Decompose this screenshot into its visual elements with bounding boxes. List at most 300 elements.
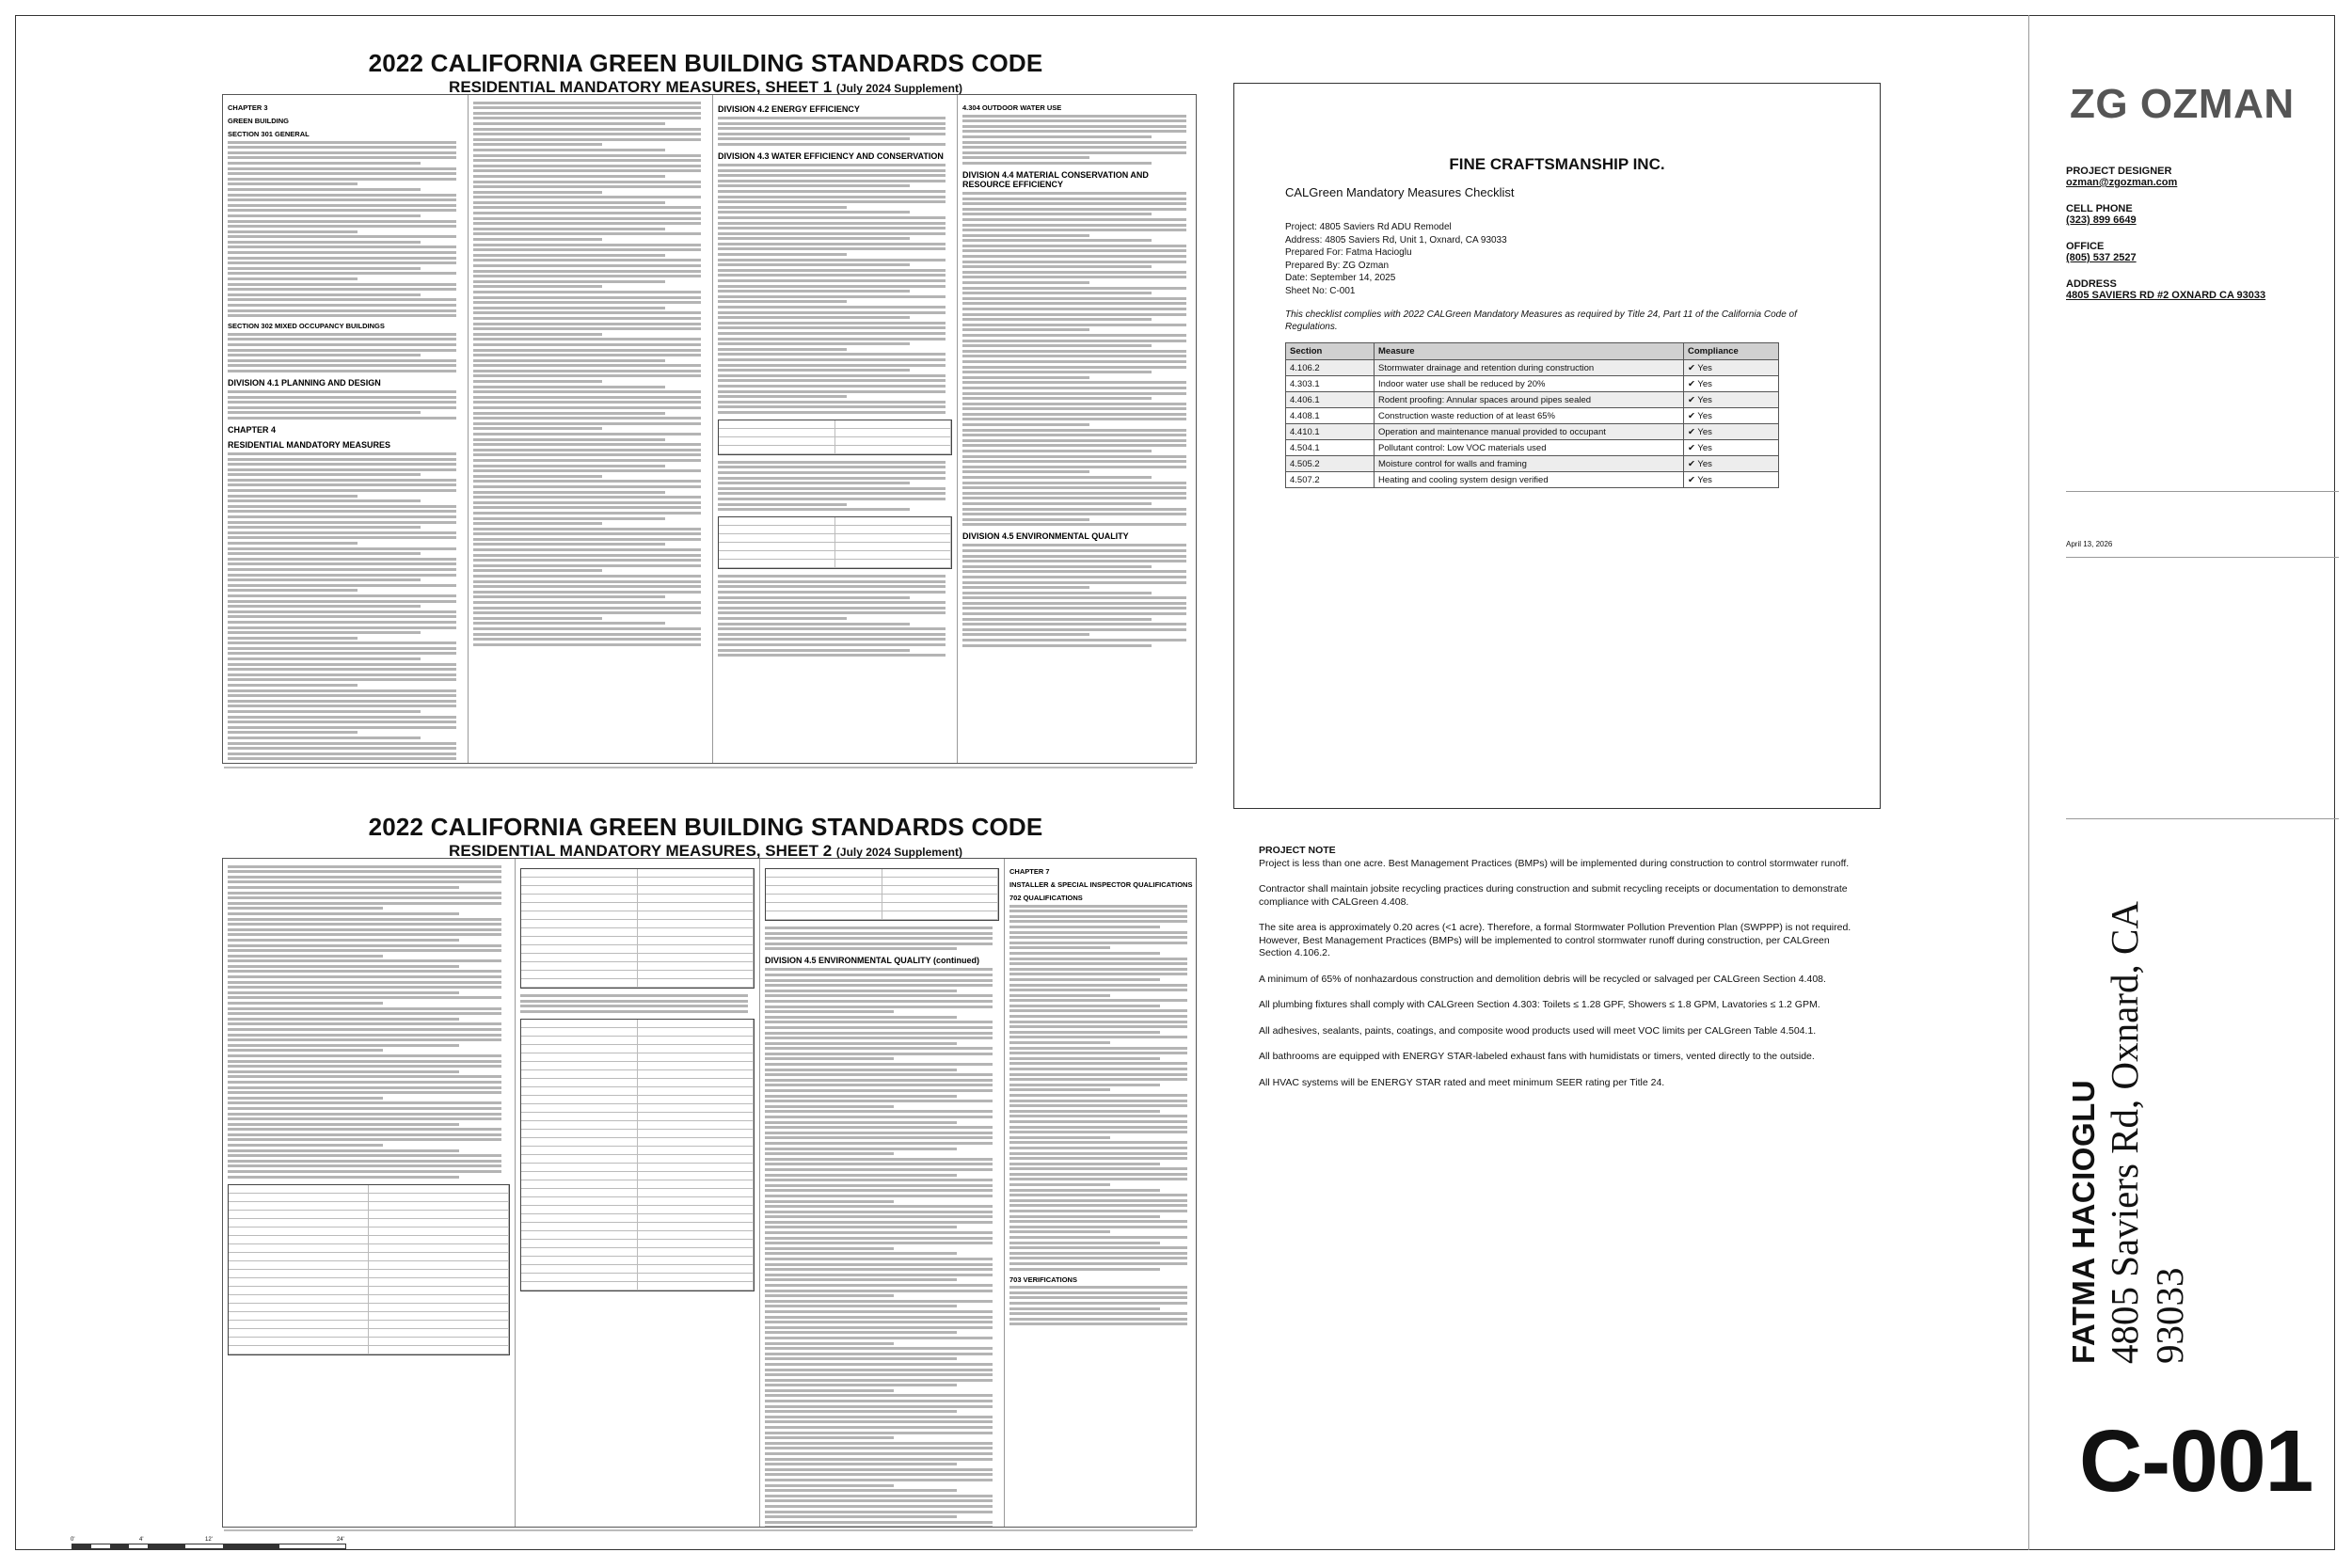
text-line <box>228 1049 383 1052</box>
cell-measure: Moisture control for walls and framing <box>1375 456 1684 472</box>
text-line <box>228 1086 501 1089</box>
text-line <box>228 944 501 947</box>
text-line <box>473 427 602 430</box>
sheet2-heading: 703 VERIFICATIONS <box>1009 1275 1077 1284</box>
text-line <box>473 601 701 604</box>
text-line <box>765 1447 993 1449</box>
text-line <box>228 886 459 889</box>
text-line <box>718 405 946 408</box>
text-line <box>718 326 946 329</box>
text-line <box>228 343 456 346</box>
text-line <box>1009 968 1187 971</box>
text-line <box>1009 1318 1187 1321</box>
text-line <box>1009 1131 1187 1133</box>
text-line <box>228 959 501 962</box>
text-line <box>765 1084 993 1086</box>
text-line <box>962 198 1186 200</box>
text-line <box>228 182 358 185</box>
text-line <box>765 1337 993 1339</box>
text-line <box>473 501 701 504</box>
checklist-subtitle: CALGreen Mandatory Measures Checklist <box>1285 185 1515 199</box>
text-line <box>1009 1307 1160 1310</box>
sheet2-heading: CHAPTER 7 <box>1009 867 1050 876</box>
text-line <box>473 349 701 352</box>
text-line <box>765 1268 993 1271</box>
text-line <box>473 449 701 451</box>
text-line <box>962 218 1186 221</box>
text-line <box>1009 1036 1187 1038</box>
text-line <box>718 127 946 130</box>
text-line <box>228 610 456 613</box>
text-line <box>228 178 456 181</box>
text-line <box>228 1128 501 1131</box>
text-line <box>228 1164 501 1167</box>
text-line <box>718 180 946 182</box>
text-line <box>1009 946 1110 949</box>
text-line <box>473 359 665 362</box>
note-paragraph: All bathrooms are equipped with ENERGY STAR-labeled exhaust fans with humidistats or timers, vented directly to the outside. <box>1259 1051 1815 1062</box>
cell-section: 4.504.1 <box>1286 440 1375 456</box>
sheet2-mini-table <box>228 1184 510 1355</box>
text-line <box>718 627 946 630</box>
text-line <box>473 112 701 115</box>
text-line <box>228 689 456 692</box>
text-line <box>962 141 1186 144</box>
sheet1-heading: GREEN BUILDING <box>228 117 290 125</box>
text-line <box>228 283 456 286</box>
text-line <box>1009 1005 1160 1007</box>
text-line <box>718 617 847 620</box>
text-line <box>228 390 456 393</box>
text-line <box>473 465 665 467</box>
sheet1-text-block <box>228 333 463 372</box>
text-line <box>473 191 602 194</box>
text-line <box>962 376 1089 379</box>
text-line <box>228 1081 501 1084</box>
text-line <box>962 308 1186 310</box>
cell-phone-block <box>2066 203 2137 226</box>
text-line <box>765 1057 894 1060</box>
text-line <box>1009 962 1187 965</box>
text-line <box>228 1065 501 1068</box>
text-line <box>962 492 1186 495</box>
office-phone-link[interactable]: (805) 537 2527 <box>2066 252 2137 263</box>
text-line <box>765 1237 993 1240</box>
text-line <box>228 652 456 655</box>
text-line <box>228 600 456 603</box>
text-line <box>473 611 701 614</box>
sheet2-title-block <box>216 813 1195 861</box>
text-line <box>520 994 748 997</box>
sheet1-subtitle: RESIDENTIAL MANDATORY MEASURES, SHEET 1 <box>449 78 833 96</box>
text-line <box>1009 1073 1187 1076</box>
text-line <box>718 269 946 272</box>
text-line <box>765 1278 957 1281</box>
text-line <box>1009 926 1160 928</box>
text-line <box>765 1326 993 1329</box>
text-line <box>962 570 1186 573</box>
text-line <box>228 1176 459 1179</box>
text-line <box>765 1079 993 1082</box>
text-line <box>765 1231 993 1234</box>
text-line <box>473 564 701 567</box>
text-line <box>228 605 421 608</box>
text-line <box>765 1116 993 1118</box>
text-line <box>765 947 957 950</box>
text-line <box>1009 1100 1187 1102</box>
text-line <box>718 190 946 193</box>
text-line <box>1009 958 1187 960</box>
text-line <box>228 955 383 958</box>
cell-phone-link[interactable]: (323) 899 6649 <box>2066 214 2137 226</box>
sheet1-text-block <box>962 544 1193 646</box>
text-line <box>228 235 456 238</box>
sheet1-title-block <box>216 49 1195 97</box>
text-line <box>718 591 946 594</box>
text-line <box>473 296 701 299</box>
text-line <box>718 348 847 351</box>
text-line <box>962 466 1186 468</box>
text-line <box>962 381 1186 384</box>
text-line <box>718 492 946 495</box>
sheet2-heading: 702 QUALIFICATIONS <box>1009 894 1083 902</box>
text-line <box>765 1205 993 1208</box>
text-line <box>228 584 456 587</box>
title-block-rule <box>2066 557 2339 558</box>
text-line <box>1009 915 1187 918</box>
text-line <box>473 390 701 393</box>
text-line <box>228 141 456 144</box>
text-line <box>228 167 456 170</box>
text-line <box>765 1095 957 1098</box>
text-line <box>473 433 701 436</box>
cell-measure: Construction waste reduction of at least 65% <box>1375 408 1684 424</box>
text-line <box>765 994 993 997</box>
text-line <box>473 254 665 257</box>
sheet1-text-block <box>718 461 952 511</box>
text-line <box>765 1300 993 1303</box>
text-line <box>718 649 910 652</box>
office-phone-block <box>2066 241 2137 263</box>
text-line <box>1009 1268 1160 1271</box>
text-line <box>962 234 1089 237</box>
text-line <box>718 143 946 146</box>
sheet2-subtitle: RESIDENTIAL MANDATORY MEASURES, SHEET 2 <box>449 842 833 860</box>
text-line <box>228 986 501 989</box>
text-line <box>962 324 1186 326</box>
text-line <box>228 272 456 275</box>
text-line <box>473 323 701 325</box>
text-line <box>962 130 1186 133</box>
scale-tick: 0' <box>71 1537 75 1543</box>
text-line <box>765 1174 957 1177</box>
text-line <box>473 517 665 520</box>
sheet1-heading: 4.304 OUTDOOR WATER USE <box>962 103 1062 112</box>
text-line <box>228 536 456 539</box>
text-line <box>473 401 701 404</box>
sheet2-text-block <box>1009 1286 1193 1325</box>
text-line <box>765 1158 993 1161</box>
text-line <box>962 229 1186 231</box>
text-line <box>520 1000 748 1003</box>
text-line <box>962 340 1186 342</box>
text-line <box>765 1063 993 1066</box>
text-line <box>962 518 1089 521</box>
text-line <box>765 1294 894 1297</box>
text-line <box>473 475 602 478</box>
address-block <box>2066 278 2265 301</box>
note-paragraph: Contractor shall maintain jobsite recycling practices during construction and submit recycling receipts or documentation to demonstrate compliance with CALGreen 4.408. <box>1259 883 1848 908</box>
text-line <box>473 622 665 625</box>
text-line <box>1009 1199 1187 1202</box>
text-line <box>765 1200 894 1203</box>
text-line <box>228 705 456 707</box>
cell-compliance: ✔ Yes <box>1684 376 1779 392</box>
text-line <box>718 623 910 626</box>
text-line <box>962 202 1186 205</box>
text-line <box>473 301 701 304</box>
text-line <box>718 374 946 377</box>
text-line <box>473 554 701 557</box>
text-line <box>962 261 1186 263</box>
text-line <box>765 1526 993 1527</box>
text-line <box>228 204 456 207</box>
text-line <box>228 880 501 883</box>
text-line <box>473 538 701 541</box>
text-line <box>765 1284 993 1287</box>
text-line <box>228 257 456 260</box>
designer-label: PROJECT DESIGNER <box>2066 166 2172 177</box>
text-line <box>962 586 1089 589</box>
text-line <box>962 162 1152 165</box>
text-line <box>718 633 946 636</box>
text-line <box>473 443 701 446</box>
text-line <box>228 338 456 341</box>
text-line <box>473 280 665 283</box>
text-line <box>718 477 946 480</box>
sheet1-text-block <box>228 390 463 420</box>
text-line <box>962 450 1152 452</box>
text-line <box>473 386 665 388</box>
text-line <box>228 309 456 312</box>
text-line <box>765 1226 957 1228</box>
text-line <box>228 621 456 624</box>
text-line <box>228 1075 501 1078</box>
text-line <box>962 397 1152 400</box>
text-line <box>962 271 1186 274</box>
text-line <box>473 217 701 220</box>
text-line <box>228 578 421 581</box>
text-line <box>228 241 421 244</box>
text-line <box>228 245 456 248</box>
text-line <box>473 333 602 336</box>
text-line <box>1009 1242 1160 1244</box>
designer-email-link[interactable]: ozman@zgozman.com <box>2066 177 2178 188</box>
scale-tick: 12' <box>205 1537 213 1543</box>
text-line <box>228 458 456 461</box>
text-line <box>765 1274 993 1276</box>
info-line: Prepared For: Fatma Hacioglu <box>1285 247 1412 258</box>
text-line <box>228 896 501 899</box>
sheet2-text-block <box>520 994 755 1013</box>
cell-section: 4.505.2 <box>1286 456 1375 472</box>
designer-block <box>2066 166 2177 188</box>
text-line <box>1009 905 1187 908</box>
text-line <box>473 512 701 515</box>
text-line <box>228 230 358 233</box>
sheet1-heading: DIVISION 4.4 MATERIAL CONSERVATION AND RESOURCE EFFICIENCY <box>962 169 1149 189</box>
text-line <box>962 482 1186 484</box>
note-paragraph: All HVAC systems will be ENERGY STAR rated and meet minimum SEER rating per Title 24. <box>1259 1076 1665 1088</box>
text-line <box>765 1521 993 1524</box>
cell-compliance: ✔ Yes <box>1684 392 1779 408</box>
text-line <box>473 122 665 125</box>
text-line <box>1009 1157 1187 1160</box>
text-line <box>765 1211 993 1213</box>
text-line <box>765 1089 993 1092</box>
text-line <box>718 411 946 414</box>
text-line <box>765 1310 993 1313</box>
text-line <box>718 358 946 361</box>
text-line <box>962 523 1186 526</box>
checklist-project-info <box>1285 221 1507 297</box>
text-line <box>228 473 421 476</box>
text-line <box>765 1479 993 1481</box>
text-line <box>1009 1204 1187 1207</box>
text-line <box>228 710 421 713</box>
text-line <box>718 482 910 484</box>
text-line <box>1009 1084 1160 1086</box>
text-line <box>962 460 1186 463</box>
text-line <box>765 1373 993 1376</box>
text-line <box>718 137 910 140</box>
cell-section: 4.507.2 <box>1286 472 1375 488</box>
text-line <box>228 1022 501 1025</box>
sheet1-supplement: (July 2024 Supplement) <box>835 82 962 95</box>
text-line <box>962 146 1186 149</box>
address-label: ADDRESS <box>2066 278 2117 290</box>
text-line <box>473 453 701 456</box>
text-line <box>765 1458 993 1461</box>
text-line <box>228 939 459 942</box>
text-line <box>718 338 946 341</box>
text-line <box>228 151 456 154</box>
text-line <box>962 350 1186 353</box>
text-line <box>228 892 501 895</box>
text-line <box>718 353 946 356</box>
sheet2-column-2 <box>515 859 759 1527</box>
issue-date: April 13, 2026 <box>2066 540 2113 548</box>
text-line <box>765 942 993 945</box>
text-line <box>473 354 701 356</box>
text-line <box>718 174 946 177</box>
sheet1-text-block <box>718 164 952 414</box>
text-line <box>765 1215 993 1218</box>
text-line <box>228 251 456 254</box>
column-header: Measure <box>1375 343 1684 360</box>
text-line <box>962 618 1152 621</box>
text-line <box>718 654 946 657</box>
text-line <box>473 143 602 146</box>
text-line <box>765 1000 993 1003</box>
text-line <box>718 227 946 230</box>
text-line <box>228 304 456 307</box>
text-line <box>718 300 847 303</box>
sheet2-code-panel <box>222 858 1197 1528</box>
text-line <box>962 612 1186 615</box>
project-note-title: PROJECT NOTE <box>1259 845 1336 856</box>
text-line <box>473 270 701 273</box>
text-line <box>962 639 1186 641</box>
text-line <box>1009 1088 1110 1091</box>
text-line <box>228 647 456 650</box>
text-line <box>228 1133 501 1136</box>
cell-compliance: ✔ Yes <box>1684 408 1779 424</box>
sheet1-text-block <box>228 141 463 318</box>
text-line <box>765 1357 957 1360</box>
text-line <box>473 206 701 209</box>
text-line <box>228 747 456 750</box>
text-line <box>962 392 1186 395</box>
text-line <box>228 752 456 755</box>
cell-section: 4.408.1 <box>1286 408 1375 424</box>
text-line <box>765 1353 993 1355</box>
text-line <box>962 292 1152 294</box>
text-line <box>718 306 946 309</box>
sheet2-title: 2022 CALIFORNIA GREEN BUILDING STANDARDS CODE <box>368 813 1043 841</box>
text-line <box>228 716 456 719</box>
sheet2-heading: DIVISION 4.5 ENVIRONMENTAL QUALITY (continued) <box>765 956 980 966</box>
text-line <box>765 1105 894 1108</box>
text-line <box>228 928 501 931</box>
sheet2-supplement: (July 2024 Supplement) <box>835 846 962 859</box>
text-line <box>473 491 665 494</box>
text-line <box>765 1515 957 1518</box>
text-line <box>473 617 602 620</box>
cell-section: 4.303.1 <box>1286 376 1375 392</box>
text-line <box>473 638 701 641</box>
table-row <box>1286 456 1779 472</box>
text-line <box>228 1144 383 1147</box>
text-line <box>1009 1052 1187 1054</box>
text-line <box>1009 1291 1187 1294</box>
text-line <box>473 149 665 151</box>
text-line <box>228 726 456 729</box>
office-phone-label: OFFICE <box>2066 241 2105 252</box>
text-line <box>962 119 1186 122</box>
text-line <box>228 489 456 492</box>
text-line <box>718 607 946 610</box>
text-line <box>1009 936 1187 939</box>
text-line <box>473 607 701 610</box>
text-line <box>962 434 1186 436</box>
text-line <box>962 328 1089 331</box>
text-line <box>228 663 456 666</box>
text-line <box>473 343 701 346</box>
text-line <box>228 162 421 165</box>
text-line <box>473 559 701 562</box>
text-line <box>228 637 358 640</box>
text-line <box>962 439 1186 442</box>
text-line <box>1009 1015 1187 1018</box>
text-line <box>228 626 456 629</box>
text-line <box>962 623 1186 626</box>
text-line <box>228 694 456 697</box>
text-line <box>718 263 910 266</box>
sheet1-heading: DIVISION 4.5 ENVIRONMENTAL QUALITY <box>962 531 1129 542</box>
text-line <box>473 196 701 198</box>
text-line <box>473 133 701 135</box>
